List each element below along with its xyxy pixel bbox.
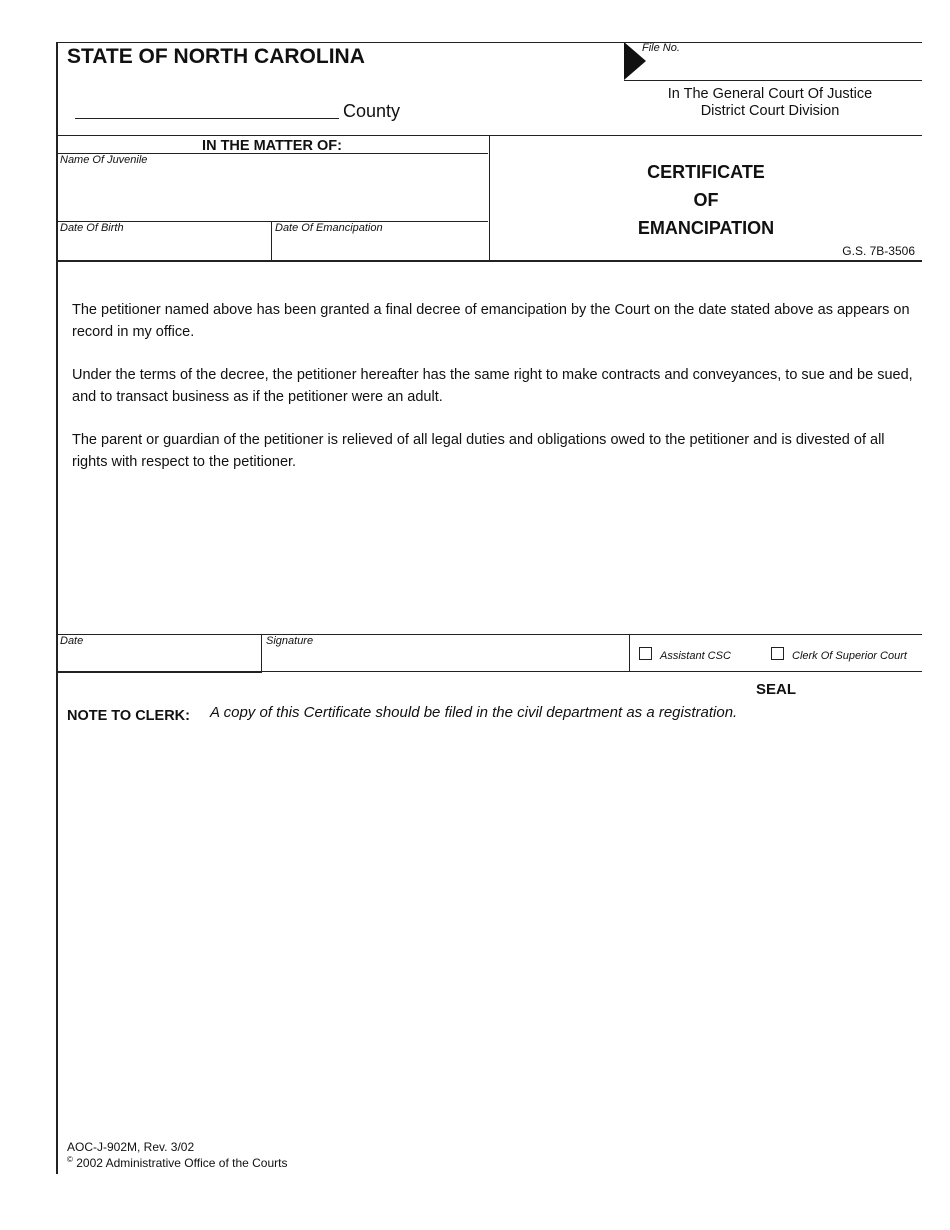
assistant-csc-option[interactable] [639, 646, 731, 664]
clerk-superior-court-checkbox[interactable] [771, 647, 784, 660]
name-of-juvenile-label: Name Of Juvenile [60, 154, 148, 166]
note-to-clerk-text: A copy of this Certificate should be filed in the civil department as a registration. [210, 704, 738, 721]
top-border-left [56, 42, 624, 43]
county-label: County [343, 101, 401, 121]
matter-heading: IN THE MATTER OF: [202, 138, 342, 154]
date-input[interactable] [58, 649, 258, 669]
title-line-1: CERTIFICATE [647, 162, 765, 182]
clerk-superior-court-option[interactable] [771, 646, 907, 664]
date-of-birth-label: Date Of Birth [60, 222, 124, 234]
title-line-3: EMANCIPATION [637, 218, 775, 238]
signature-label: Signature [266, 635, 314, 647]
title-line-2: OF [693, 190, 719, 210]
state-title: STATE OF NORTH CAROLINA [67, 45, 365, 68]
seal-label: SEAL [756, 681, 797, 698]
caption-bottom-border [56, 260, 922, 262]
dob-divider [271, 221, 272, 261]
copyright-text: 2002 Administrative Office of the Courts [76, 1156, 288, 1170]
date-signature-divider [261, 634, 262, 672]
county-input[interactable] [75, 100, 339, 119]
form-id: AOC-J-902M, Rev. 3/02 [67, 1140, 195, 1154]
name-of-juvenile-input[interactable] [58, 168, 486, 218]
copyright-line [67, 1155, 287, 1170]
paragraph-2: Under the terms of the decree, the petitioner hereafter has the same right to make contracts and conveyances, to sue and be sued, and to transact business as if the petitioner were an adult. [72, 367, 913, 405]
date-label: Date [60, 635, 84, 647]
statute-reference: G.S. 7B-3506 [842, 244, 915, 258]
clerk-superior-court-label: Clerk Of Superior Court [792, 650, 907, 662]
date-of-emancipation-input[interactable] [274, 236, 486, 258]
paragraph-3: The parent or guardian of the petitioner is relieved of all legal duties and obligations owed to the petitioner and is divested of all rights with respect to the petitioner. [72, 432, 885, 470]
file-no-underline [624, 80, 922, 81]
paragraph-1: The petitioner named above has been granted a final decree of emancipation by the Court on the date stated above as appears on record in my office. [72, 302, 910, 340]
signature-input[interactable] [264, 649, 626, 669]
file-no-label: File No. [642, 42, 680, 54]
note-to-clerk-label: NOTE TO CLERK: [67, 708, 190, 724]
assistant-csc-label: Assistant CSC [660, 650, 731, 662]
date-of-emancipation-label: Date Of Emancipation [275, 222, 383, 234]
file-no-input[interactable] [650, 56, 920, 78]
assistant-csc-checkbox[interactable] [639, 647, 652, 660]
date-of-birth-input[interactable] [58, 236, 268, 258]
signature-block-top [56, 634, 922, 635]
copyright-symbol: © [67, 1155, 73, 1164]
court-line-2: District Court Division [700, 103, 840, 119]
court-line-1: In The General Court Of Justice [667, 86, 873, 102]
signature-block-bottom-left [56, 671, 262, 673]
signature-block-bottom-right [262, 671, 922, 672]
signature-options-divider [629, 634, 630, 672]
